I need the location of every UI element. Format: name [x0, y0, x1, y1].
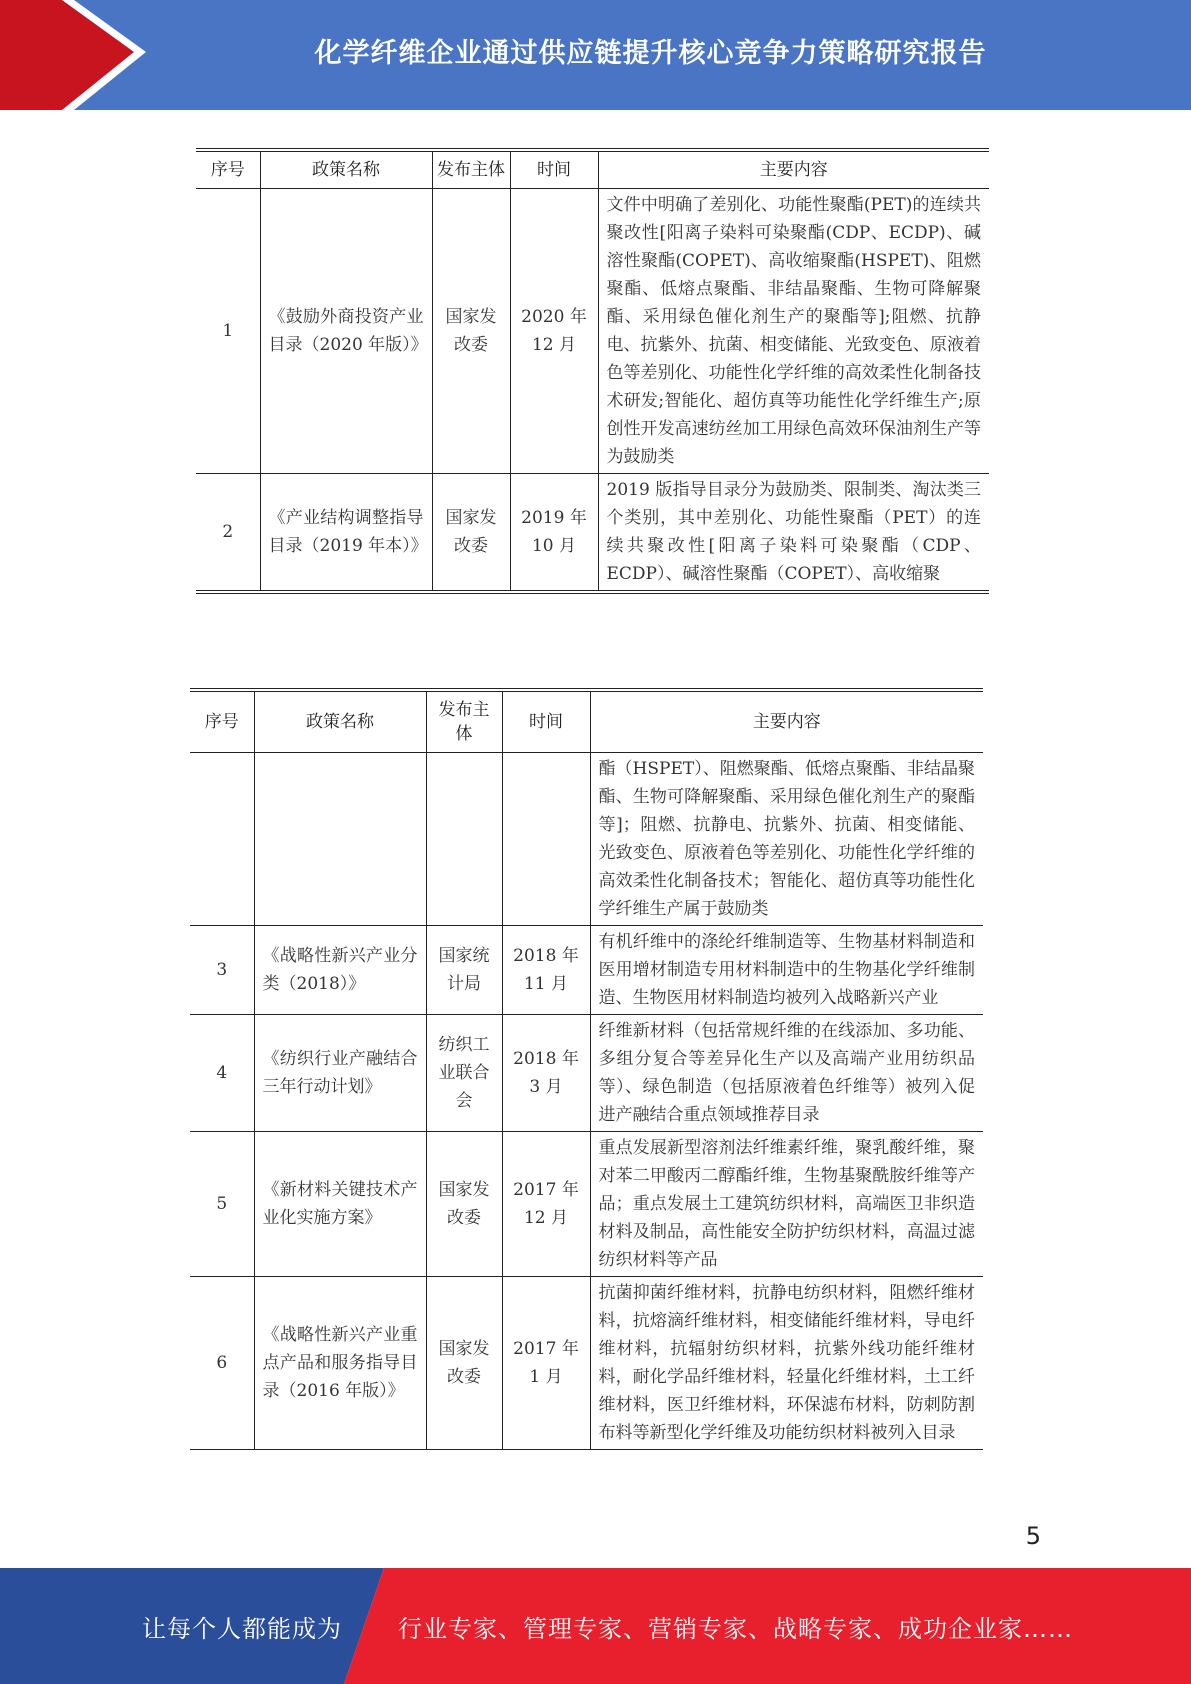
col-header-name: 政策名称	[260, 150, 432, 189]
footer-slogan-right: 行业专家、管理专家、营销专家、战略专家、成功企业家……	[398, 1614, 1073, 1643]
policy-date: 2017 年 1 月	[502, 1277, 590, 1450]
table-row	[190, 1132, 983, 1277]
row-num: 1	[196, 189, 260, 474]
policy-publisher: 国家发改委	[426, 1277, 502, 1450]
policy-publisher: 国家统计局	[426, 926, 502, 1015]
col-header-publisher: 发布主体	[426, 690, 502, 753]
policy-content: 2019 版指导目录分为鼓励类、限制类、淘汰类三个类别，其中差别化、功能性聚酯（PET）的连续共聚改性[阳离子染料可染聚酯（CDP、ECDP）、碱溶性聚酯（COPET）、高收缩聚	[598, 474, 989, 593]
policy-date: 2020 年 12 月	[510, 189, 598, 474]
policy-content: 重点发展新型溶剂法纤维素纤维，聚乳酸纤维，聚对苯二甲酸丙二醇酯纤维，生物基聚酰胺纤维等产品；重点发展土工建筑纺织材料，高端医卫非织造材料及制品，高性能安全防护纺织材料，高温过滤纺织材料等产品	[590, 1132, 983, 1277]
row-num: 3	[190, 926, 254, 1015]
table-row	[196, 474, 989, 593]
col-header-content: 主要内容	[598, 150, 989, 189]
policy-content: 有机纤维中的涤纶纤维制造等、生物基材料制造和医用增材制造专用材料制造中的生物基化学纤维制造、生物医用材料制造均被列入战略新兴产业	[590, 926, 983, 1015]
footer-slogan-left: 让每个人都能成为	[142, 1614, 342, 1643]
col-header-date: 时间	[502, 690, 590, 753]
policy-content: 抗菌抑菌纤维材料，抗静电纺织材料，阻燃纤维材料，抗熔滴纤维材料，相变储能纤维材料，导电纤维材料，抗辐射纺织材料，抗紫外线功能纤维材料，耐化学品纤维材料，轻量化纤维材料，土工纤维材料，医卫纤维材料，环保滤布材料，防刺防割布料等新型化学纤维及功能纺织材料被列入目录	[590, 1277, 983, 1450]
policy-table-1	[196, 148, 989, 594]
policy-publisher: 国家发改委	[432, 189, 510, 474]
policy-publisher	[426, 753, 502, 926]
policy-name: 《战略性新兴产业分类（2018）》	[254, 926, 426, 1015]
row-num: 4	[190, 1015, 254, 1132]
policy-content: 文件中明确了差别化、功能性聚酯(PET)的连续共聚改性[阳离子染料可染聚酯(CDP、ECDP)、碱溶性聚酯(COPET)、高收缩聚酯(HSPET)、阻燃聚酯、低熔点聚酯、非结晶聚酯、生物可降解聚酯、采用绿色催化剂生产的聚酯等];阻燃、抗静电、抗紫外、抗菌、相变储能、光致变色、原液着色等差别化、功能性化学纤维的高效柔性化制备技术研发;智能化、超仿真等功能性化学纤维生产;原创性开发高速纺丝加工用绿色高效环保油剂生产等为鼓励类	[598, 189, 989, 474]
table-header-row	[190, 690, 983, 753]
policy-table-2	[190, 688, 983, 1450]
policy-content: 纤维新材料（包括常规纤维的在线添加、多功能、多组分复合等差异化生产以及高端产业用纺织品等）、绿色制造（包括原液着色纤维等）被列入促进产融结合重点领域推荐目录	[590, 1015, 983, 1132]
table-row	[190, 1277, 983, 1450]
table-header-row	[196, 150, 989, 189]
policy-date	[502, 753, 590, 926]
policy-content: 酯（HSPET）、阻燃聚酯、低熔点聚酯、非结晶聚酯、生物可降解聚酯、采用绿色催化剂生产的聚酯等]；阻燃、抗静电、抗紫外、抗菌、相变储能、光致变色、原液着色等差别化、功能性化学纤维的高效柔性化制备技术；智能化、超仿真等功能性化学纤维生产属于鼓励类	[590, 753, 983, 926]
policy-name: 《鼓励外商投资产业目录（2020 年版）》	[260, 189, 432, 474]
col-header-num: 序号	[190, 690, 254, 753]
row-num: 5	[190, 1132, 254, 1277]
table-row	[190, 1015, 983, 1132]
col-header-date: 时间	[510, 150, 598, 189]
policy-name: 《产业结构调整指导目录（2019 年本）》	[260, 474, 432, 593]
policy-name: 《新材料关键技术产业化实施方案》	[254, 1132, 426, 1277]
policy-date: 2018 年 11 月	[502, 926, 590, 1015]
policy-publisher: 国家发改委	[426, 1132, 502, 1277]
page-number: 5	[1025, 1522, 1041, 1550]
row-num	[190, 753, 254, 926]
col-header-num: 序号	[196, 150, 260, 189]
col-header-publisher: 发布主体	[432, 150, 510, 189]
policy-date: 2017 年 12 月	[502, 1132, 590, 1277]
policy-name	[254, 753, 426, 926]
table-row	[196, 189, 989, 474]
report-title: 化学纤维企业通过供应链提升核心竞争力策略研究报告	[314, 37, 987, 69]
policy-name: 《纺织行业产融结合三年行动计划》	[254, 1015, 426, 1132]
policy-publisher: 国家发改委	[432, 474, 510, 593]
footer-band	[0, 1568, 1191, 1684]
col-header-name: 政策名称	[254, 690, 426, 753]
policy-date: 2018 年 3 月	[502, 1015, 590, 1132]
header-banner	[0, 0, 1191, 110]
policy-publisher: 纺织工业联合会	[426, 1015, 502, 1132]
header-arrow-decoration	[0, 0, 160, 110]
row-num: 2	[196, 474, 260, 593]
table-row	[190, 753, 983, 926]
col-header-content: 主要内容	[590, 690, 983, 753]
policy-date: 2019 年 10 月	[510, 474, 598, 593]
row-num: 6	[190, 1277, 254, 1450]
table-row	[190, 926, 983, 1015]
policy-name: 《战略性新兴产业重点产品和服务指导目录（2016 年版）》	[254, 1277, 426, 1450]
